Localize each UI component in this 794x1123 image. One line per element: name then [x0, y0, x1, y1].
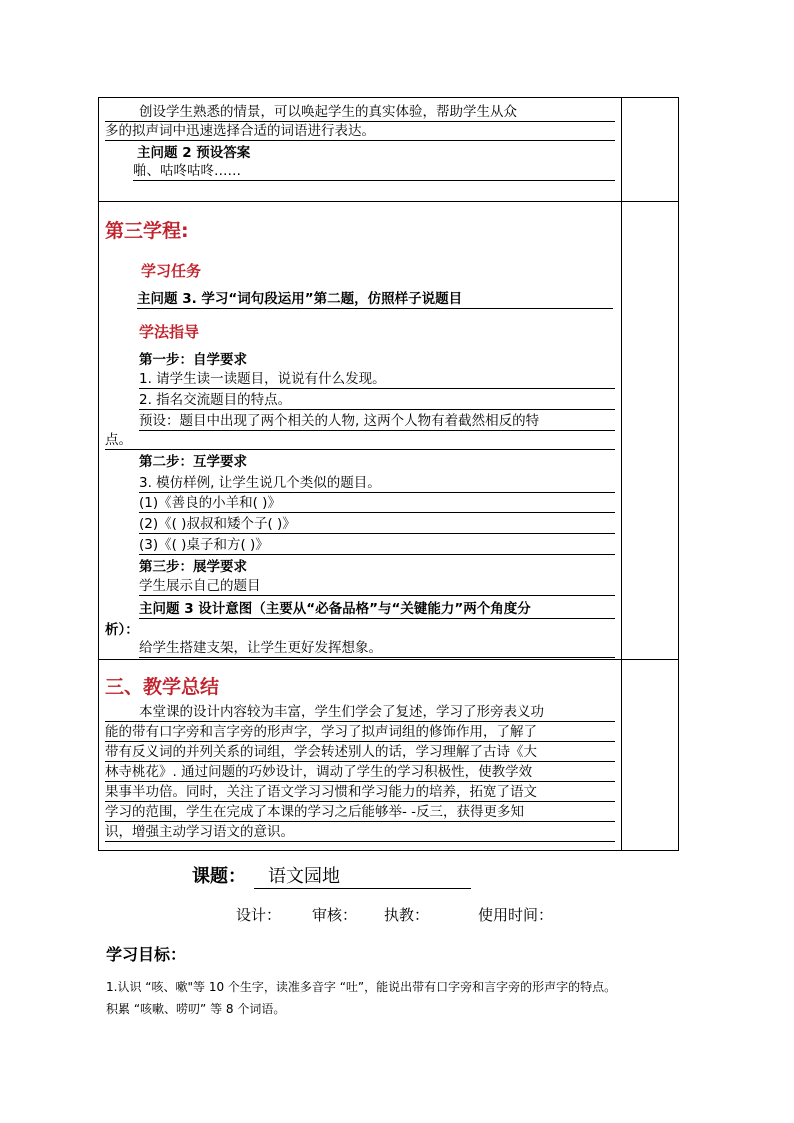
- table-row: [99, 98, 679, 202]
- summary-line: 带有反义词的并列关系的词组，学会转述别人的话，学习理解了古诗《大: [105, 743, 615, 762]
- time-label: 使用时间：: [478, 906, 554, 924]
- lesson-title: [192, 862, 471, 889]
- lesson-plan-table: [98, 97, 679, 851]
- section-heading: 第三学程:: [105, 220, 189, 242]
- answer-text: 啪、咕咚咕咚……: [133, 162, 615, 181]
- example-item: (2)《( )叔叔和矮个子( )》: [139, 515, 615, 534]
- summary-line: 识，增强主动学习语文的意识。: [105, 823, 615, 842]
- example-item: (3)《( )桌子和方( )》: [139, 536, 615, 555]
- preset-line: 点。: [105, 431, 615, 450]
- task-heading: 学习任务: [141, 262, 202, 280]
- notes-cell: [622, 202, 679, 660]
- goals-heading: 学习目标：: [106, 945, 187, 964]
- summary-line: 本堂课的设计内容较为丰富，学生们学会了复述，学习了形旁表义功: [105, 703, 615, 722]
- intent-line: 析）：: [105, 622, 139, 638]
- step-item: 1. 请学生读一读题目，说说有什么发现。: [139, 370, 615, 389]
- step-heading: 第二步：互学要求: [139, 454, 247, 470]
- step-heading: 第一步：自学要求: [139, 352, 247, 368]
- content-cell: [99, 98, 622, 202]
- summary-heading: 三、教学总结: [105, 676, 220, 698]
- notes-cell: [622, 98, 679, 202]
- content-cell: [99, 660, 622, 851]
- question-line: [137, 290, 613, 309]
- design-label: 设计：: [236, 906, 282, 924]
- goal-line: 1.认识 “咳、嗽"等 10 个生字，读准多音字 “吐”，能说出带有口字旁和言字旁的形声字的特点。: [106, 980, 617, 994]
- step-item: 3. 模仿样例, 让学生说几个类似的题目。: [139, 474, 615, 493]
- summary-line: 林寺桃花》. 通过问题的巧妙设计，调动了学生的学习积极性，使教学效: [105, 763, 615, 782]
- question-text: 主问题 3. 学习“词句段运用”第二题，仿照样子说题目: [137, 291, 463, 307]
- intent-text: 给学生搭建支架，让学生更好发挥想象。: [139, 639, 615, 658]
- step-text: 学生展示自己的题目: [139, 577, 615, 596]
- content-cell: [99, 202, 622, 660]
- goal-line: 积累 “咳嗽、唠叨” 等 8 个词语。: [106, 1002, 286, 1016]
- method-heading: 学法指导: [139, 323, 200, 341]
- title-value: 语文园地: [254, 862, 471, 889]
- review-label: 审核：: [312, 906, 358, 924]
- example-item: (1)《善良的小羊和( )》: [139, 494, 615, 513]
- step-item: 2. 指名交流题目的特点。: [139, 391, 615, 410]
- step-heading: 第三步：展学要求: [139, 559, 247, 575]
- table-row: [99, 660, 679, 851]
- teach-label: 执教：: [384, 906, 430, 924]
- paragraph-line: 创设学生熟悉的情景，可以唤起学生的真实体验，帮助学生从众: [105, 103, 615, 122]
- preset-line: 预设：题目中出现了两个相关的人物, 这两个人物有着截然相反的特: [139, 412, 615, 431]
- paragraph-line: 多的拟声词中迅速选择合适的词语进行表达。: [105, 122, 615, 141]
- summary-line: 果事半功倍。同时，关注了语文学习习惯和学习能力的培养，拓宽了语文: [105, 783, 615, 802]
- answer-heading: 主问题 2 预设答案: [137, 145, 251, 161]
- notes-cell: [622, 660, 679, 851]
- intent-line: 主问题 3 设计意图（主要从“必备品格”与“关键能力”两个角度分: [139, 600, 615, 619]
- summary-line: 能的带有口字旁和言字旁的形声字，学习了拟声词组的修饰作用，了解了: [105, 723, 615, 742]
- summary-line: 学习的范围，学生在完成了本课的学习之后能够举- -反三，获得更多知: [105, 803, 615, 822]
- title-label: 课题：: [192, 866, 246, 887]
- table-row: [99, 202, 679, 660]
